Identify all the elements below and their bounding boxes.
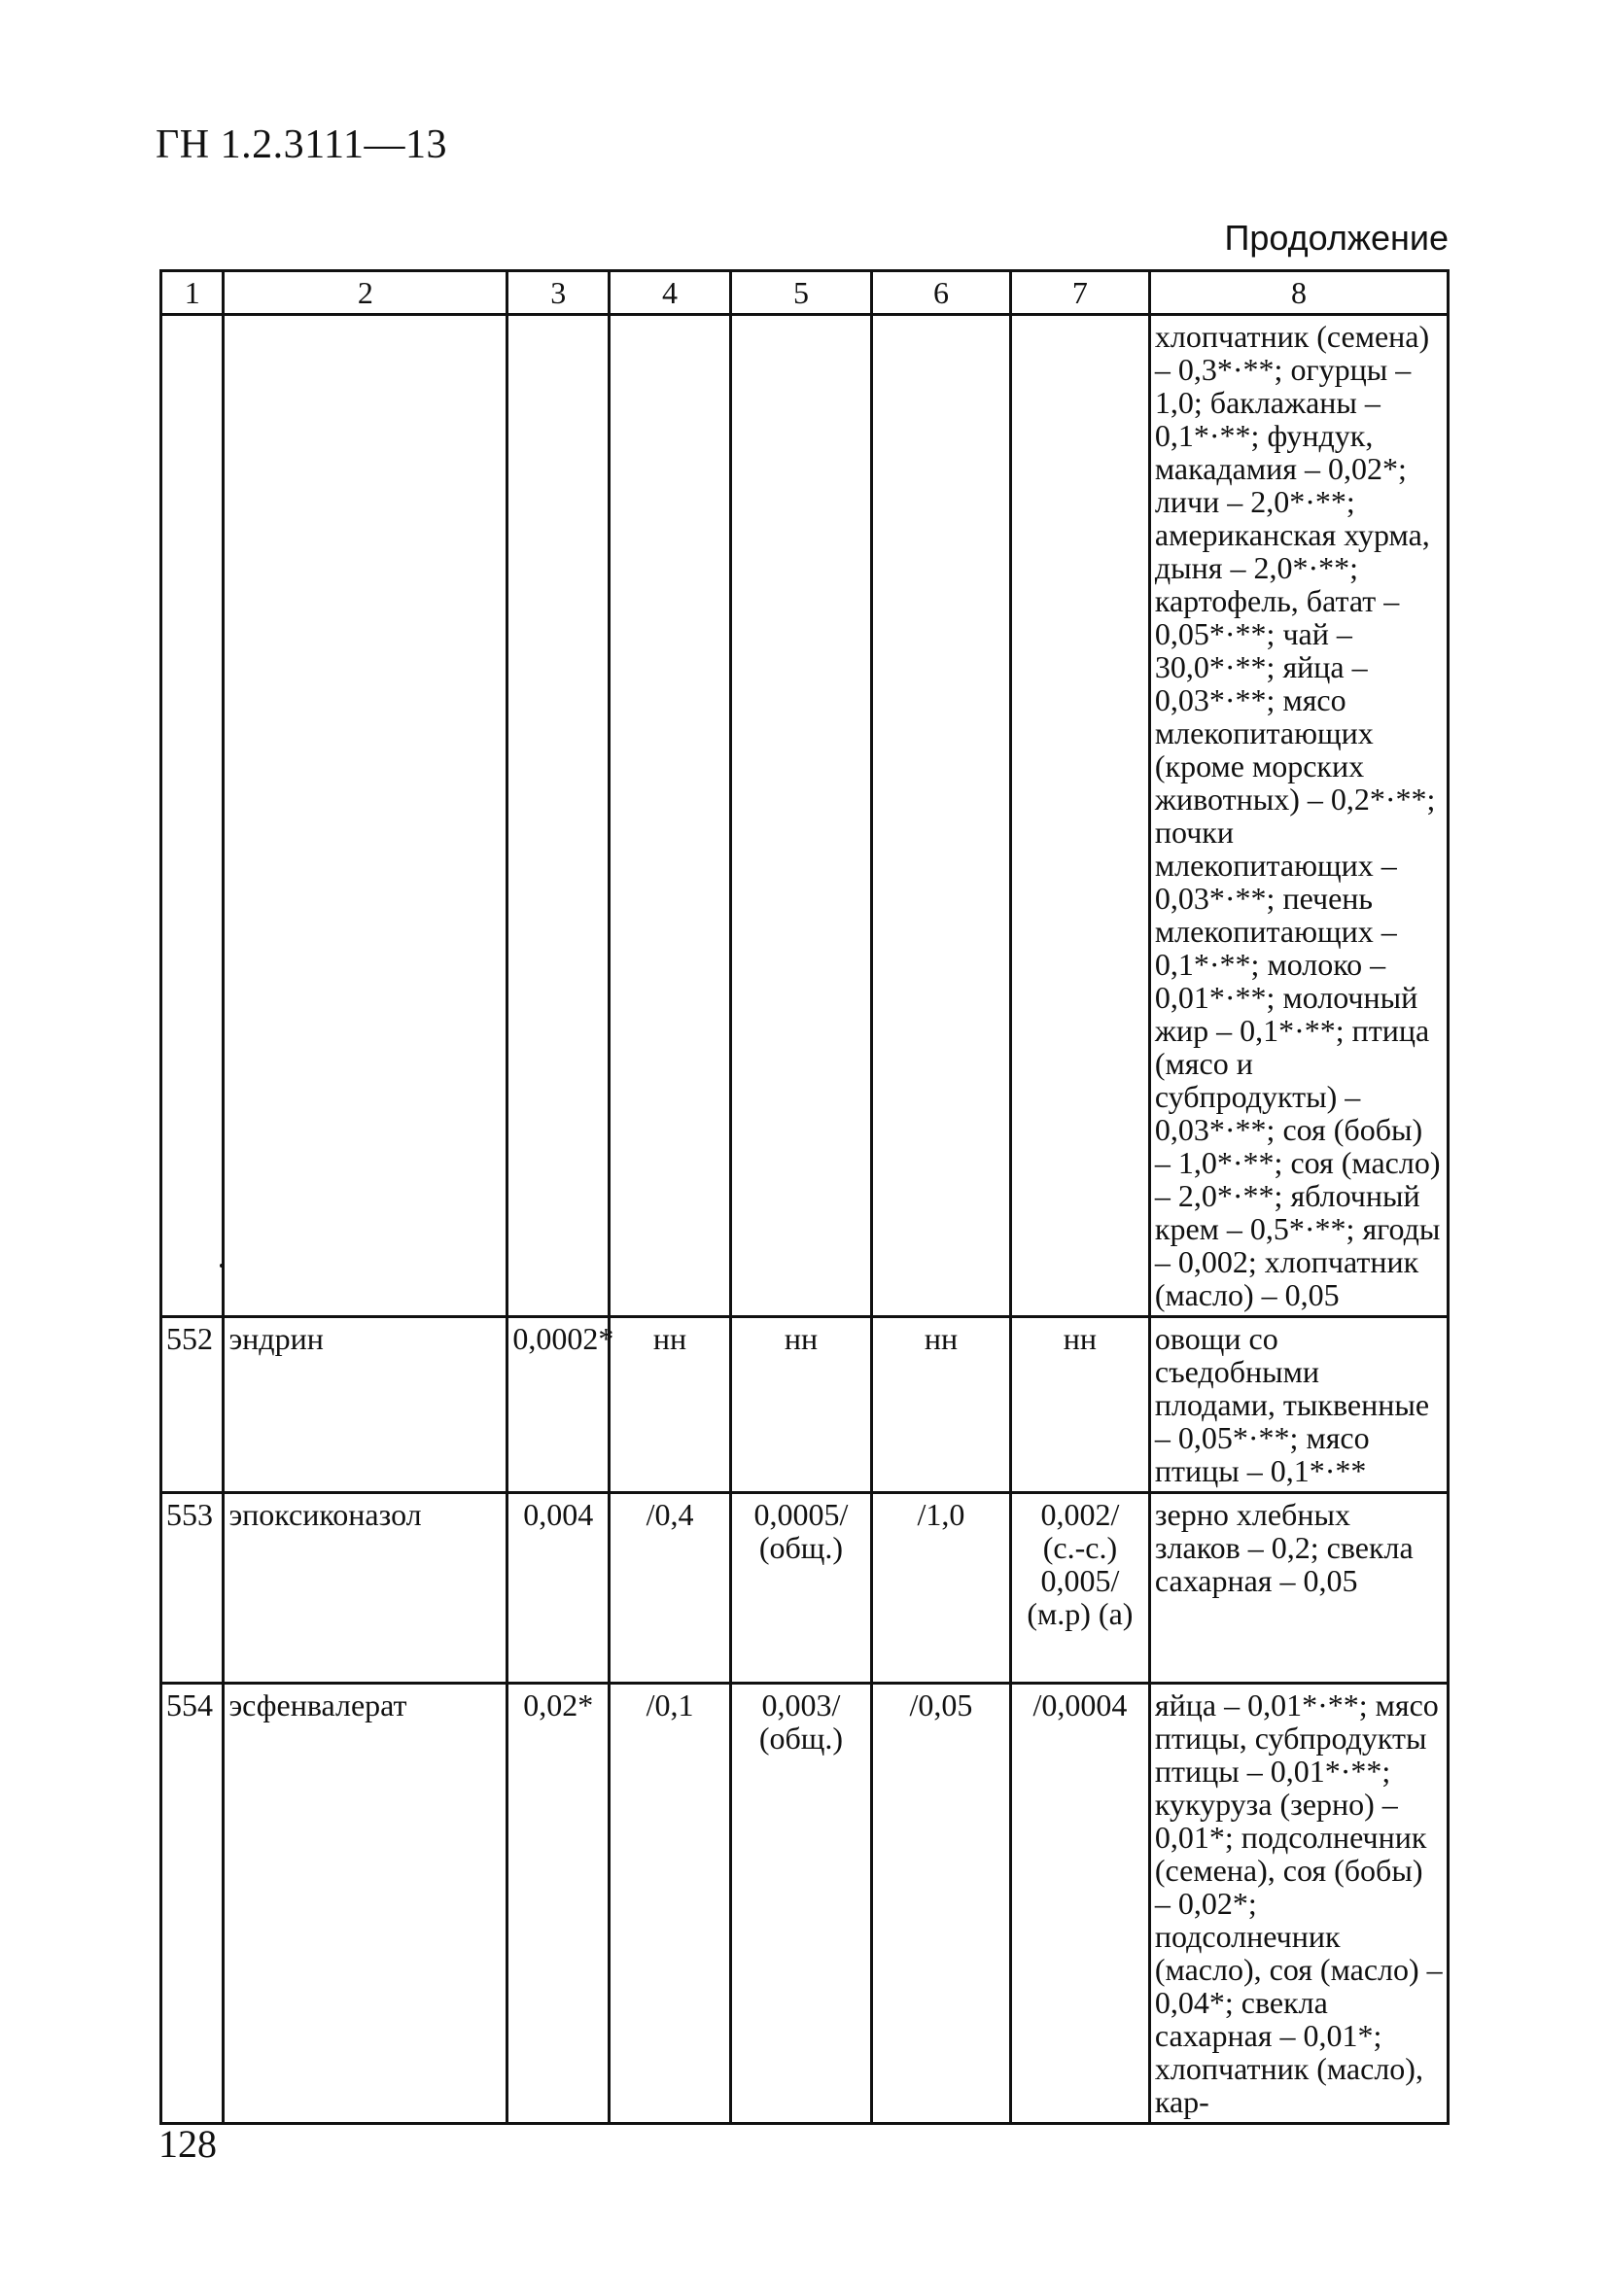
value-cell — [871, 315, 1010, 1317]
stray-dot-mark — [220, 1264, 224, 1268]
norms-table — [159, 269, 1450, 2125]
column-header: 7 — [1010, 271, 1149, 315]
row-number-cell — [161, 315, 224, 1317]
value-cell — [730, 315, 871, 1317]
table-row — [161, 1684, 1449, 2124]
value-cell: нн — [610, 1317, 731, 1493]
residue-limits-cell: яйца – 0,01*·**; мясо птицы, субпродукты птицы – 0,01*·**; кукуруза (зерно) – 0,01*; подсолнечник (семена), соя (бобы) – 0,02*; подсолнечник (масло), соя (масло) – 0,04*; свекла сахарная – 0,01*; хлопчатник (масло), кар- — [1149, 1684, 1448, 2124]
continuation-label: Продолжение — [1224, 218, 1449, 258]
value-cell: 0,02* — [507, 1684, 610, 2124]
value-cell: 0,002/ (с.-с.) 0,005/ (м.р) (а) — [1010, 1493, 1149, 1684]
value-cell: нн — [871, 1317, 1010, 1493]
row-number-cell: 553 — [161, 1493, 224, 1684]
value-cell: 0,004 — [507, 1493, 610, 1684]
value-cell: /0,05 — [871, 1684, 1010, 2124]
value-cell: /1,0 — [871, 1493, 1010, 1684]
value-cell — [1010, 315, 1149, 1317]
column-header: 5 — [730, 271, 871, 315]
table-row — [161, 1493, 1449, 1684]
value-cell: 0,0005/ (общ.) — [730, 1493, 871, 1684]
substance-name-cell: эсфенвалерат — [224, 1684, 507, 2124]
residue-limits-cell: зерно хлебных злаков – 0,2; свекла сахарная – 0,05 — [1149, 1493, 1448, 1684]
column-header: 6 — [871, 271, 1010, 315]
value-cell: 0,0002* — [507, 1317, 610, 1493]
column-header: 4 — [610, 271, 731, 315]
value-cell: /0,1 — [610, 1684, 731, 2124]
value-cell: /0,0004 — [1010, 1684, 1149, 2124]
substance-name-cell: эндрин — [224, 1317, 507, 1493]
row-number-cell: 552 — [161, 1317, 224, 1493]
column-header: 3 — [507, 271, 610, 315]
residue-limits-cell: овощи со съедобными плодами, тыквенные – 0,05*·**; мясо птицы – 0,1*·** — [1149, 1317, 1448, 1493]
value-cell: нн — [730, 1317, 871, 1493]
row-number-cell: 554 — [161, 1684, 224, 2124]
residue-limits-cell: хлопчатник (семена) – 0,3*·**; огурцы – 1,0; баклажаны – 0,1*·**; фундук, макадамия – 0,02*; личи – 2,0*·**; американская хурма, дыня – 2,0*·**; картофель, батат – 0,05*·**; чай – 30,0*·**; яйца – 0,03*·**; мясо млекопитающих (кроме морских животных) – 0,2*·**; почки млекопитающих – 0,03*·**; печень млекопитающих – 0,1*·**; молоко – 0,01*·**; молочный жир – 0,1*·**; птица (мясо и субпродукты) – 0,03*·**; соя (бобы) – 1,0*·**; соя (масло) – 2,0*·**; яблочный крем – 0,5*·**; ягоды – 0,002; хлопчатник (масло) – 0,05 — [1149, 315, 1448, 1317]
page-number: 128 — [158, 2122, 217, 2166]
substance-name-cell: эпоксиконазол — [224, 1493, 507, 1684]
value-cell: нн — [1010, 1317, 1149, 1493]
value-cell — [507, 315, 610, 1317]
column-header: 1 — [161, 271, 224, 315]
table-row — [161, 1317, 1449, 1493]
value-cell: 0,003/ (общ.) — [730, 1684, 871, 2124]
table-header-row — [161, 271, 1449, 315]
table-row — [161, 315, 1449, 1317]
document-code-header: ГН 1.2.3111—13 — [156, 122, 447, 167]
column-header: 8 — [1149, 271, 1448, 315]
column-header: 2 — [224, 271, 507, 315]
substance-name-cell — [224, 315, 507, 1317]
value-cell: /0,4 — [610, 1493, 731, 1684]
value-cell — [610, 315, 731, 1317]
